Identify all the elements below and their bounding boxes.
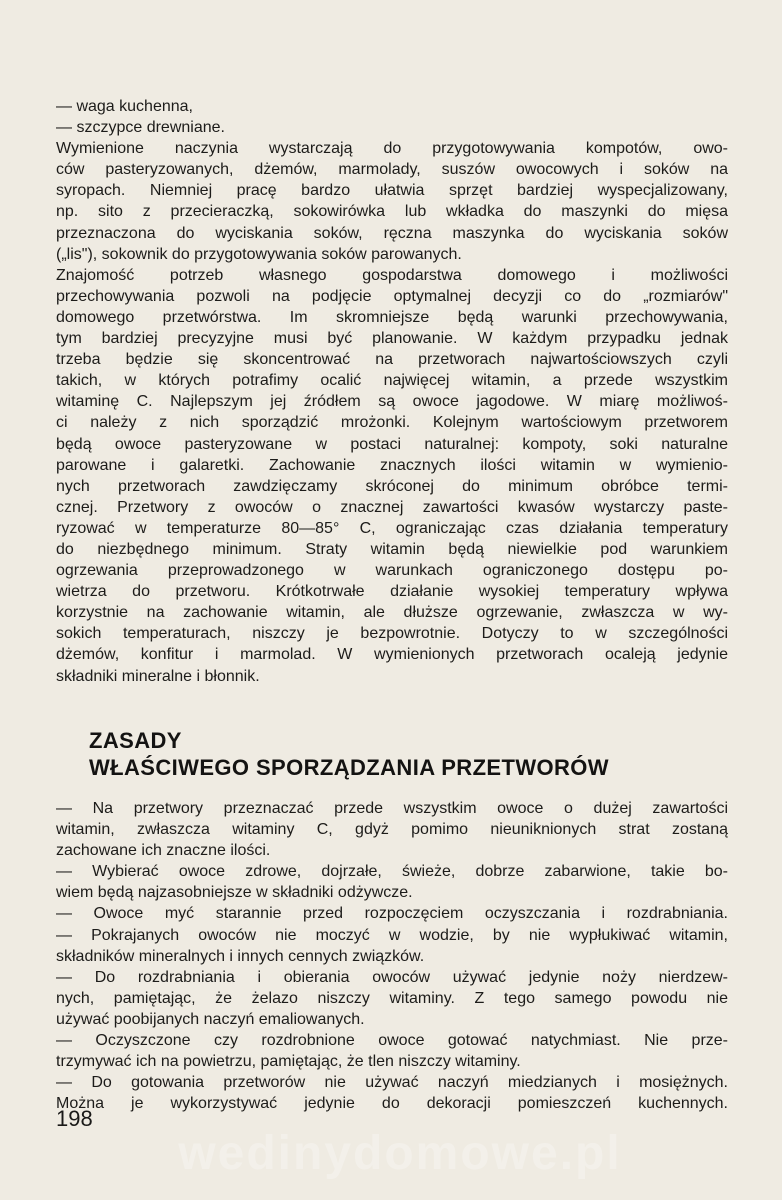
rule-line: trzymywać ich na powietrzu, pamiętając, że tlen niszczy witaminy. [56, 1053, 521, 1071]
text-line: wietrza do przetworu. Krótkotrwałe działanie wysokiej temperatury wpływa [56, 583, 728, 601]
text-line: przeznaczona do wyciskania soków, ręczna maszynka do wyciskania soków [56, 224, 728, 242]
rule-line: — Wybierać owoce zdrowe, dojrzałe, świeże, dobrze zabarwione, takie bo- [56, 863, 728, 881]
text-line: takich, w których potrafimy ocalić najwięcej witamin, a przede wszystkim [56, 372, 728, 390]
rule-line: witamin, zwłaszcza witaminy C, gdyż pomimo nieuniknionych strat zostaną [56, 821, 728, 839]
rule-line: — Na przetwory przeznaczać przede wszystkim owoce o dużej zawartości [56, 800, 728, 817]
text-line: będą owoce pasteryzowane w postaci naturalnej: kompoty, soki naturalne [56, 435, 728, 453]
page-number: 198 [56, 1106, 93, 1131]
text-line: Znajomość potrzeb własnego gospodarstwa domowego i możliwości [56, 266, 728, 284]
text-line: („lis"), sokownik do przygotowywania soków parowanych. [56, 245, 462, 263]
rule-line: — Oczyszczone czy rozdrobnione owoce gotować natychmiast. Nie prze- [56, 1032, 728, 1050]
text-line: — szczypce drewniane. [56, 119, 225, 137]
text-line: syropach. Niemniej pracę bardzo ułatwia sprzęt bardziej wyspecjalizowany, [56, 182, 728, 200]
text-line: przechowywania pozwoli na podjęcie optymalnej decyzji co do „rozmiarów" [56, 287, 728, 305]
text-line: cznej. Przetwory z owoców o znacznej zawartości kwasów wystarczy paste- [56, 498, 728, 516]
text-line: nych przetworach zawdzięczamy skróconej do minimum obróbce termi- [56, 477, 728, 495]
rule-line: — Owoce myć starannie przed rozpoczęciem oczyszczania i rozdrabniania. [56, 905, 728, 923]
text-line: — waga kuchenna, [56, 98, 193, 115]
text-line: sokich temperaturach, niszczy je bezpowrotnie. Dotyczy to w szczególności [56, 625, 728, 643]
text-line: tym bardziej precyzyjne musi być planowanie. W każdym przypadku jednak [56, 330, 728, 348]
rule-line: — Pokrajanych owoców nie moczyć w wodzie, by nie wypłukiwać witamin, [56, 926, 728, 944]
rule-line: składników mineralnych i innych cennych związków. [56, 947, 425, 965]
intro-text [56, 96, 728, 687]
text-line: do niezbędnego minimum. Straty witamin będą niewielkie pod warunkiem [56, 540, 728, 558]
text-line: dżemów, konfitur i marmolad. W wymienionych przetworach ocaleją jedynie [56, 646, 728, 664]
text-line: parowane i galaretki. Zachowanie znacznych ilości witamin w wymienio- [56, 456, 728, 474]
rule-line: nych, pamiętając, że żelazo niszczy witaminy. Z tego samego powodu nie [56, 989, 728, 1007]
rule-line: wiem będą najzasobniejsze w składniki odżywcze. [56, 884, 413, 902]
section-heading [89, 727, 609, 781]
rule-line: Można je wykorzystywać jedynie do dekoracji pomieszczeń kuchennych. [56, 1095, 728, 1113]
text-line: ryzować w temperaturze 80—85° C, ograniczając czas działania temperatury [56, 519, 728, 537]
text-line: trzeba będzie się skoncentrować na przetworach najwartościowszych czyli [56, 351, 728, 369]
rule-line: używać poobijanych naczyń emaliowanych. [56, 1010, 365, 1028]
text-line: ci należy z nich sporządzić mrożonki. Kolejnym wartościowym przetworem [56, 414, 728, 432]
heading-line-1: ZASADY [89, 728, 182, 753]
text-line: ców pasteryzowanych, dżemów, marmolady, suszów owocowych i soków na [56, 161, 728, 179]
rule-line: — Do rozdrabniania i obierania owoców używać jedynie noży nierdzew- [56, 968, 728, 986]
text-line: domowego przetwórstwa. Im skromniejsze będą warunki przechowywania, [56, 308, 728, 326]
text-line: korzystnie na zachowanie witamin, ale dłuższe ogrzewanie, zwłaszcza w wy- [56, 604, 728, 622]
rule-line: zachowane ich znaczne ilości. [56, 842, 271, 860]
rules-list [56, 798, 728, 1114]
heading-line-2: WŁAŚCIWEGO SPORZĄDZANIA PRZETWORÓW [89, 755, 609, 780]
text-line: np. sito z przecieraczką, sokowirówka lub wkładka do maszynki do mięsa [56, 203, 728, 221]
text-line: witaminę C. Najlepszym jej źródłem są owoce jagodowe. W miarę możliwoś- [56, 393, 728, 411]
text-line: ogrzewania przeprowadzonego w warunkach ograniczonego dostępu po- [56, 562, 728, 580]
text-line: Wymienione naczynia wystarczają do przygotowywania kompotów, owo- [56, 140, 728, 158]
rule-line: — Do gotowania przetworów nie używać naczyń miedzianych i mosiężnych. [56, 1074, 728, 1092]
watermark-text: wedinydomowe.pl [178, 1127, 622, 1180]
text-line: składniki mineralne i błonnik. [56, 667, 260, 685]
